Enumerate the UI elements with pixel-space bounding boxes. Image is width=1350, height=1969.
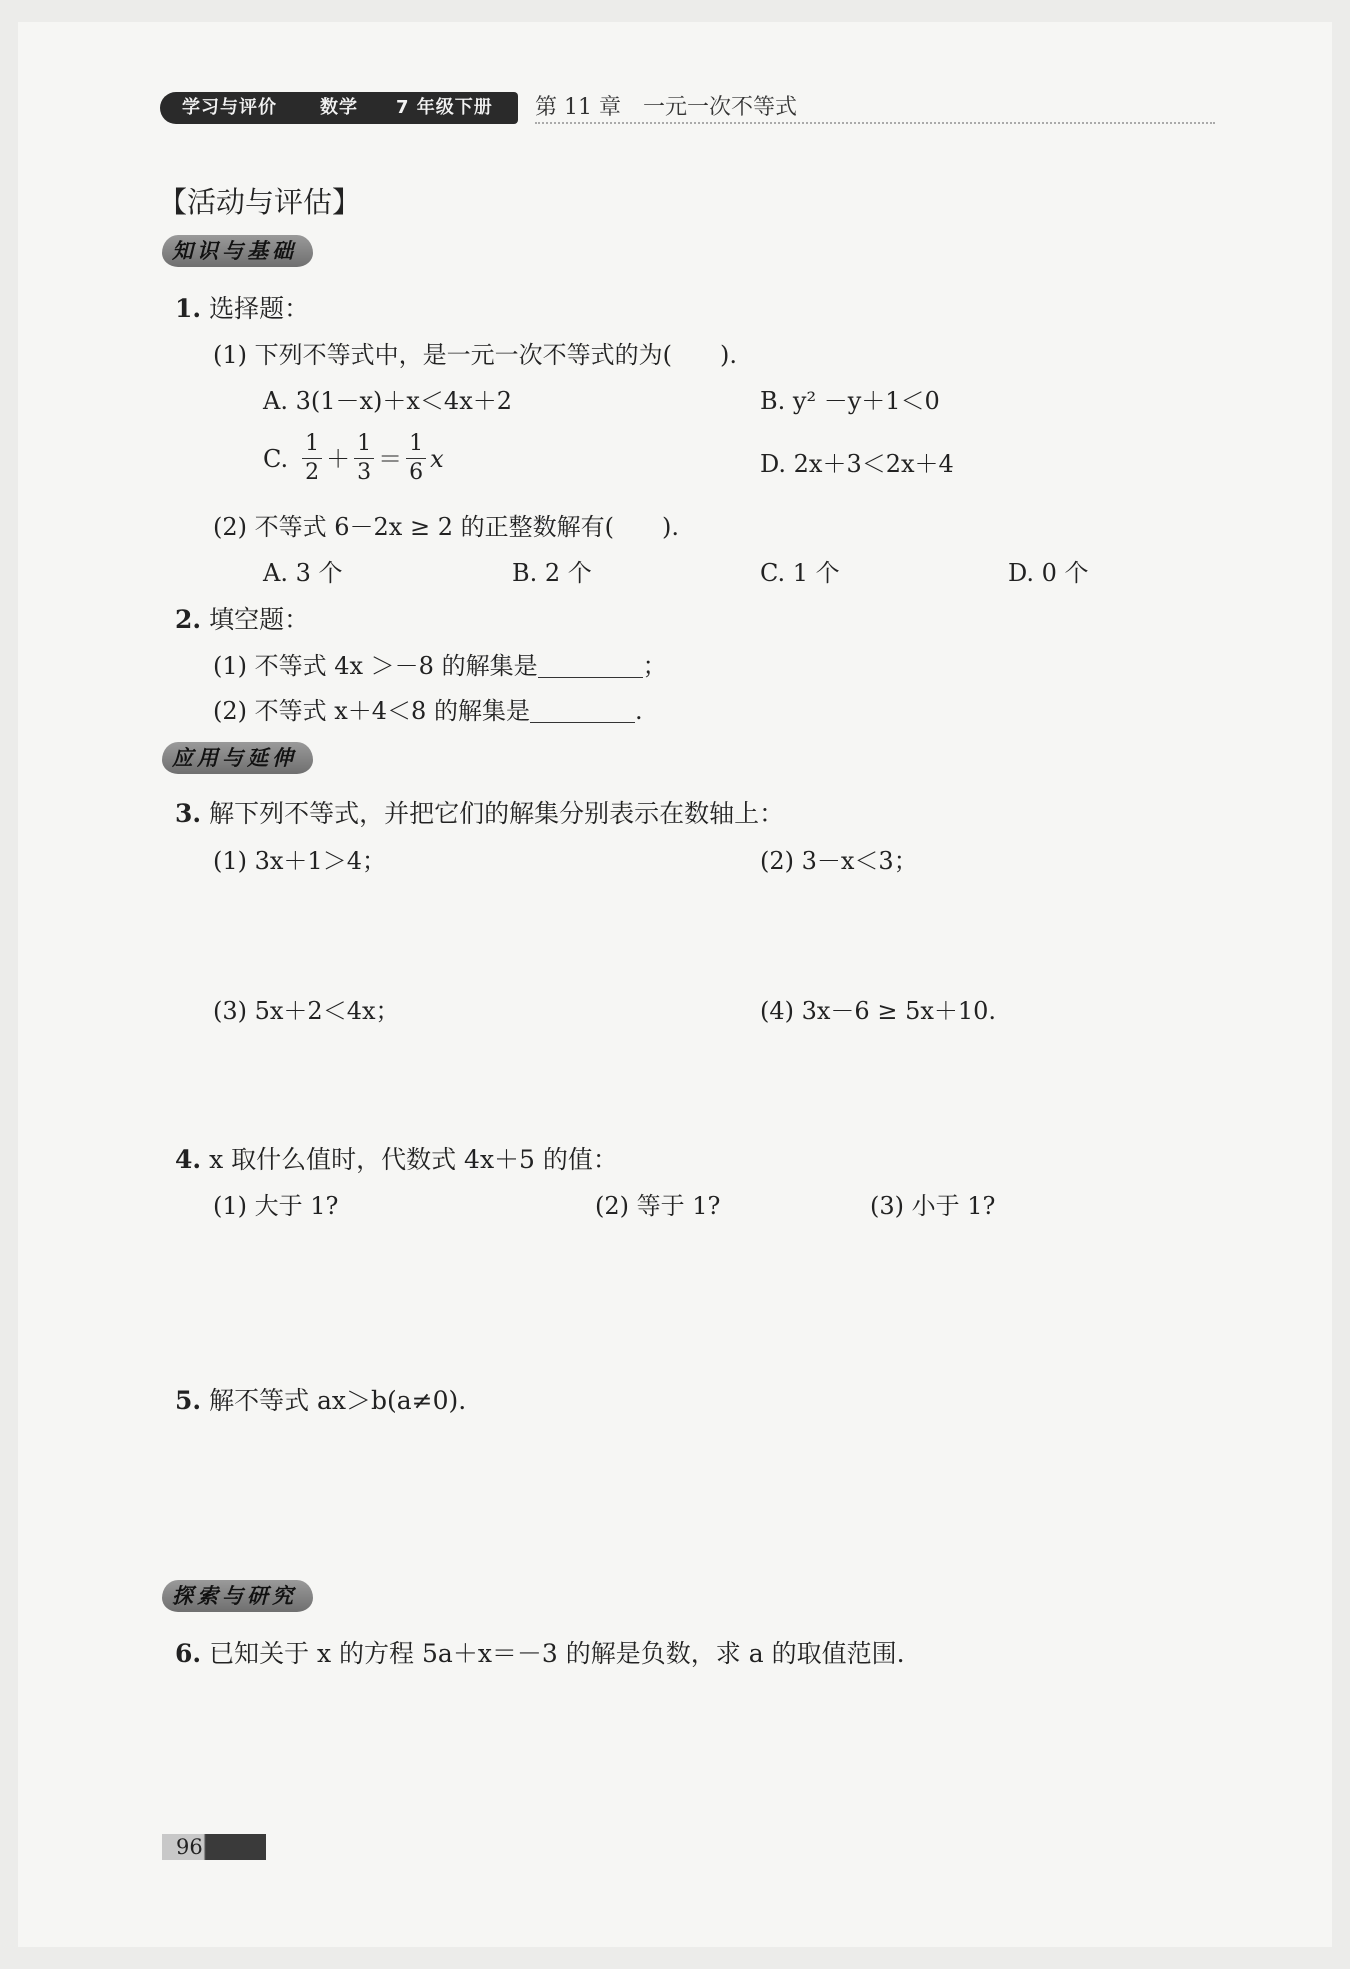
q4-part3: (3) 小于 1? (870, 1192, 996, 1220)
equals-sign: ＝ (378, 444, 403, 473)
question-2 (175, 603, 309, 637)
numerator: 1 (302, 430, 322, 459)
question-title: 解不等式 ax＞b(a≠0). (209, 1386, 467, 1415)
question-6 (175, 1637, 905, 1671)
q4-part1: (1) 大于 1? (213, 1192, 339, 1220)
subject-label: 数学 (320, 97, 358, 118)
question-number: 6. (175, 1639, 202, 1668)
page-number: 96 (176, 1835, 203, 1859)
section-badge-application: 应用与延伸 (162, 742, 313, 774)
question-number: 3. (175, 799, 202, 828)
question-title: 已知关于 x 的方程 5a＋x＝－3 的解是负数，求 a 的取值范围. (209, 1639, 905, 1668)
question-title: 解下列不等式，并把它们的解集分别表示在数轴上： (209, 799, 785, 828)
q1-p1-option-a: A. 3(1－x)＋x＜4x＋2 (263, 387, 512, 415)
q2-part2 (213, 694, 643, 728)
fraction (354, 430, 374, 487)
denominator: 2 (305, 460, 320, 485)
question-number: 4. (175, 1145, 202, 1174)
q3-part3: (3) 5x＋2＜4x； (213, 997, 400, 1025)
q1-p2-option-c: C. 1 个 (760, 559, 840, 587)
q1-part2: (2) 不等式 6－2x ≥ 2 的正整数解有( ). (213, 513, 679, 541)
question-number: 2. (175, 605, 202, 634)
q1-p2-option-b: B. 2 个 (512, 559, 592, 587)
q2-part2-text: (2) 不等式 x＋4＜8 的解集是 (213, 697, 530, 725)
q1-p2-option-d: D. 0 个 (1008, 559, 1089, 587)
denominator: 6 (409, 460, 424, 485)
question-title: 选择题： (209, 294, 310, 323)
section-badge-basics: 知识与基础 (162, 235, 313, 267)
q4-part2: (2) 等于 1? (595, 1192, 721, 1220)
q1-p1-option-d: D. 2x＋3＜2x＋4 (760, 450, 954, 478)
variable: x (430, 444, 444, 473)
numerator: 1 (354, 430, 374, 459)
question-title: x 取什么值时，代数式 4x＋5 的值： (209, 1145, 618, 1174)
numerator: 1 (406, 430, 426, 459)
q1-p1-option-b: B. y² －y＋1＜0 (760, 387, 940, 415)
denominator: 3 (357, 460, 372, 485)
question-5 (175, 1384, 466, 1418)
q1-p1-option-c (263, 430, 444, 487)
answer-blank[interactable] (530, 696, 635, 723)
question-number: 1. (175, 294, 202, 323)
q2-part1 (213, 649, 667, 683)
q2-part1-text: (1) 不等式 4x ＞－8 的解集是 (213, 652, 538, 680)
punctuation: ； (642, 652, 667, 680)
question-number: 5. (175, 1386, 202, 1415)
section-badge-exploration: 探索与研究 (162, 1580, 313, 1612)
q3-part2: (2) 3－x＜3； (760, 847, 918, 875)
plus-sign: ＋ (326, 444, 351, 473)
grade-label: 7 年级下册 (396, 97, 493, 118)
fraction (406, 430, 426, 487)
question-4 (175, 1143, 618, 1177)
question-3 (175, 797, 784, 831)
activity-title: 【活动与评估】 (158, 185, 362, 219)
book-title: 学习与评价 (182, 97, 277, 118)
question-title: 填空题： (209, 605, 310, 634)
answer-blank[interactable] (538, 651, 643, 678)
q1-p2-option-a: A. 3 个 (263, 559, 343, 587)
q3-part4: (4) 3x－6 ≥ 5x＋10. (760, 997, 997, 1025)
fraction (302, 430, 322, 487)
question-1 (175, 292, 309, 326)
q1-part1: (1) 下列不等式中，是一元一次不等式的为( ). (213, 341, 737, 369)
header-divider (535, 122, 1215, 124)
q3-part1: (1) 3x＋1＞4； (213, 847, 386, 875)
punctuation: . (634, 697, 643, 725)
running-header-bar (160, 92, 518, 124)
chapter-title: 第 11 章 一元一次不等式 (535, 95, 797, 120)
option-label: C. (263, 444, 289, 473)
